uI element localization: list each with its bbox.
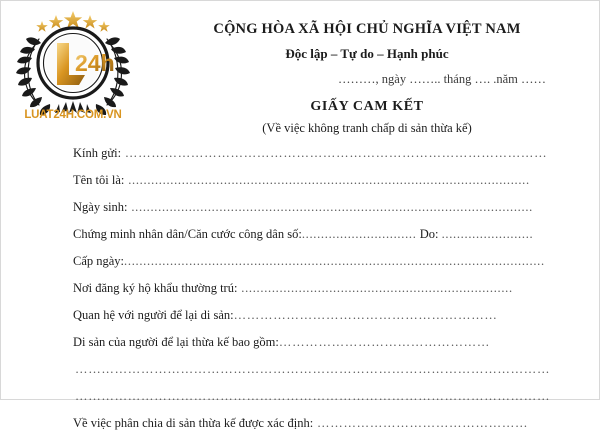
field-label: Chứng minh nhân dân/Căn cước công dân số:	[73, 227, 302, 241]
field-fill-dots[interactable]: ..............................................................................................................	[124, 254, 545, 268]
luat24h-logo	[9, 5, 137, 129]
form-field-line[interactable]	[73, 334, 529, 361]
field-fill-dots[interactable]: …………………………………………	[313, 416, 529, 430]
field-label: Ngày sinh:	[73, 200, 128, 214]
svg-text:24h: 24h	[75, 50, 115, 76]
field-fill-dots[interactable]: .......................................................................	[237, 281, 513, 295]
field-fill-dots[interactable]: ..............................	[301, 227, 417, 241]
field-label: Về việc phân chia di sản thừa kế được xác định:	[73, 416, 314, 430]
field-label-secondary: Do:	[416, 227, 442, 241]
page-title: GIẤY CAM KẾT	[310, 99, 424, 114]
field-fill-dots[interactable]: ……………………………………………………	[233, 308, 498, 322]
field-label: Tên tôi là:	[73, 173, 125, 187]
field-fill-dots[interactable]: .........................................................................................................	[127, 200, 533, 214]
field-label: Di sản của người để lại thừa kế bao gồm:	[73, 335, 279, 349]
field-fill-dots[interactable]: .........................................................................................................	[124, 173, 530, 187]
field-fill-dots[interactable]: …………………………………………	[278, 335, 491, 349]
logo-wordmark: LUAT24H.COM.VN	[24, 109, 122, 121]
form-field-line[interactable]	[73, 226, 534, 253]
field-label: Quan hệ với người để lại di sản:	[73, 308, 234, 322]
national-motto: Độc lập – Tự do – Hạnh phúc	[285, 46, 449, 61]
form-field-line[interactable]	[73, 307, 529, 334]
blank-dotted-line[interactable]	[73, 361, 551, 388]
field-label: Kính gửi:	[73, 146, 122, 160]
date-line: ………, ngày …….. tháng …. .năm ……	[338, 72, 546, 86]
field-fill-dots[interactable]: ………………………………………………………………………………………………	[75, 362, 551, 376]
field-fill-dots-secondary[interactable]: ........................	[441, 227, 534, 241]
field-fill-dots[interactable]: ……………………………………………………………………………………	[121, 146, 548, 160]
form-field-line[interactable]	[73, 415, 529, 442]
field-fill-dots[interactable]: ………………………………………………………………………………………………	[75, 389, 551, 403]
field-label: Cấp ngày:	[73, 254, 125, 268]
national-heading: CỘNG HÒA XÃ HỘI CHỦ NGHĨA VIỆT NAM	[213, 21, 521, 37]
document-subtitle: (Về việc không tranh chấp di sản thừa kế)	[262, 121, 472, 135]
form-field-list	[73, 145, 551, 442]
form-field-line[interactable]	[73, 280, 529, 307]
form-field-line[interactable]	[73, 172, 529, 199]
field-label: Nơi đăng ký hộ khẩu thường trú:	[73, 281, 238, 295]
form-field-line[interactable]	[73, 199, 533, 226]
blank-dotted-line[interactable]	[73, 388, 551, 415]
form-field-line[interactable]	[73, 253, 545, 280]
form-field-line[interactable]	[73, 145, 548, 172]
